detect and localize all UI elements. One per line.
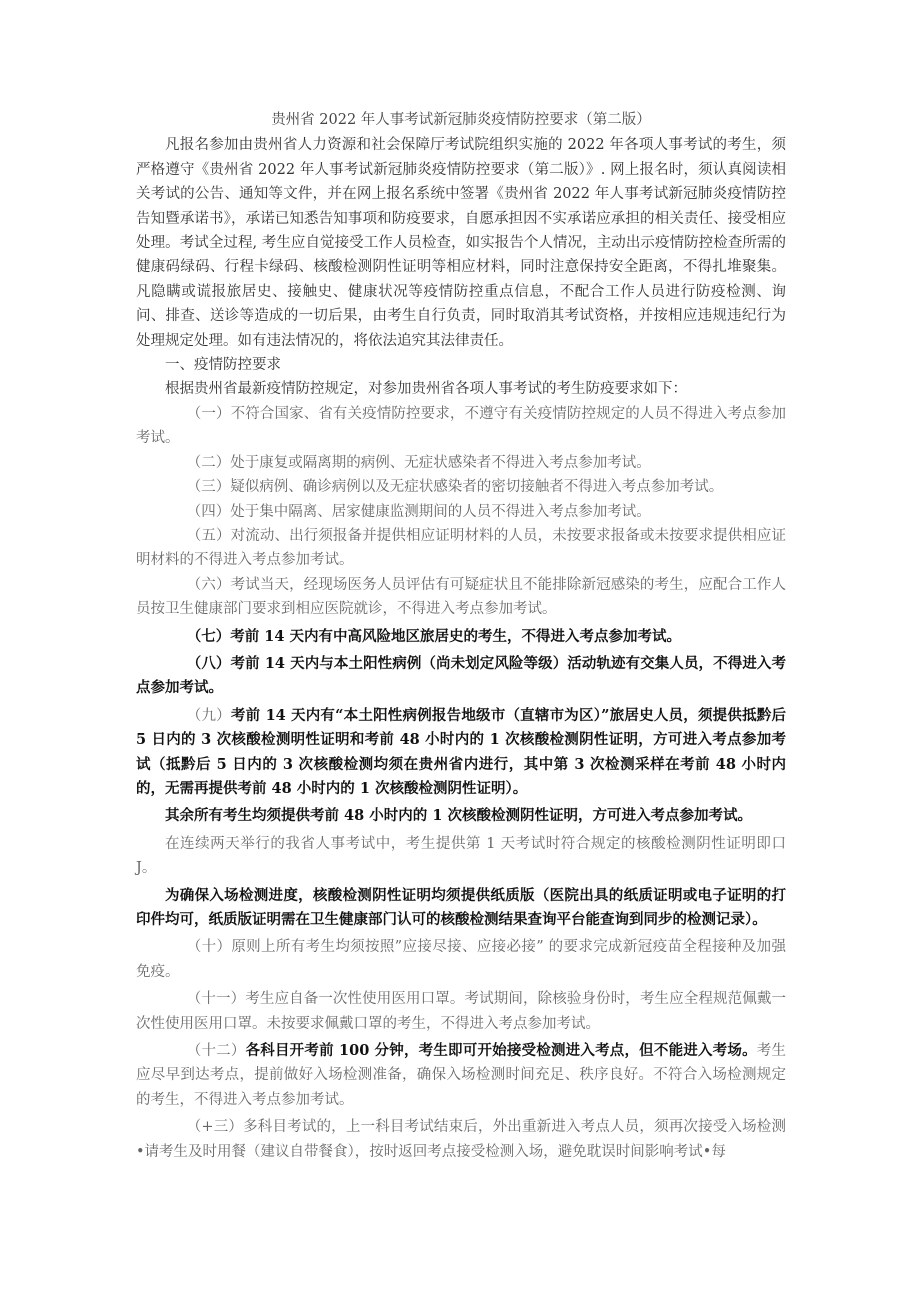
document-page: [136, 108, 786, 1164]
intro-paragraph: 凡报名参加由贵州省人力资源和社会保障厅考试院组织实施的 2022 年各项人事考试的考生，须严格遵守《贵州省 2022 年人事考试新冠肺炎疫情防控要求（第二版）》. 网上报名时，须认真阅读相关考试的公告、通知等文件，并在网上报名系统中签署《贵州省 2022 年人事考试新冠肺炎疫情防控告知暨承诺书》，承诺已知悉告知事项和防疫要求，自愿承担因不实承诺应承担的相关责任、接受相应处理。考试全过程, 考生应自觉接受工作人员检查，如实报告个人情况，主动出示疫情防控检查所需的健康码绿码、行程卡绿码、核酸检测阴性证明等相应材料，同时注意保持安全距离，不得扎堆聚集。凡隐瞒或谎报旅居史、接触史、健康状况等疫情防控重点信息，不配合工作人员进行防疫检测、询问、排查、送诊等造成的一切后果，由考生自行负责，同时取消其考试资格，并按相应违规违纪行为处理规定处理。如有违法情况的，将依法追究其法律责任。: [136, 137, 786, 349]
requirement-item-8: （八）考前 14 天内与本土阳性病例（尚未划定风险等级）活动轨迹有交集人员，不得进入考点参加考试。: [136, 654, 786, 697]
section-lead: 根据贵州省最新疫情防控规定，对参加贵州省各项人事考试的考生防疫要求如下：: [165, 381, 687, 398]
other-candidates-note: 其余所有考生均须提供考前 48 小时内的 1 次核酸检测阴性证明，方可进入考点参加考试。: [165, 807, 752, 825]
item-12-bold: 各科目开考前 100 分钟，考生即可开始接受检测进入考点，但不能进入考场。: [245, 1042, 757, 1060]
section-heading: 一、疫情防控要求: [165, 357, 281, 374]
paper-certificate-note: 为确保入场检测进度，核酸检测阴性证明均须提供纸质版（医院出具的纸质证明或电子证明的打印件均可，纸质版证明需在卫生健康部门认可的核酸检测结果查询平台能查询到同步的检测记录）。: [136, 886, 786, 928]
requirement-item-11: （十一）考生应自备一次性使用医用口罩。考试期间，除核验身份时，考生应全程规范佩戴一次性使用医用口罩。未按要求佩戴口罩的考生，不得进入考点参加考试。: [136, 991, 786, 1032]
requirement-item-1: （一）不符合国家、省有关疫情防控要求，不遵守有关疫情防控规定的人员不得进入考点参加考试。: [136, 405, 786, 447]
requirement-item-3: （三）疑似病例、确诊病例以及无症状感染者的密切接触者不得进入考点参加考试。: [186, 479, 724, 496]
item-12-rest: 考生应尽早到达考点，提前做好入场检测准备，确保入场检测时间充足、秩序良好。不符合入场检测规定的考生，不得进入考点参加考试。: [136, 1043, 786, 1108]
consecutive-days-note: 在连续两天举行的我省人事考试中，考生提供第 1 天考试时符合规定的核酸检测阴性证明即口 J。: [136, 835, 786, 877]
requirement-item-4: （四）处于集中隔离、居家健康监测期间的人员不得进入考点参加考试。: [186, 503, 651, 520]
document-title: 贵州省 2022 年人事考试新冠肺炎疫情防控要求（第二版）: [271, 112, 651, 128]
requirement-item-12: [136, 1039, 786, 1112]
requirement-item-2: （二）处于康复或隔离期的病例、无症状感染者不得进入考点参加考试。: [186, 454, 651, 471]
requirement-item-9: [136, 704, 786, 802]
requirement-item-13: （+三）多科目考试的，上一科目考试结束后，外出重新进入考点人员，须再次接受入场检测•请考生及时用餐（建议自带餐食），按时返回考点接受检测入场，避免耽误时间影响考试•每: [136, 1119, 786, 1160]
requirement-item-5: （五）对流动、出行须报备并提供相应证明材料的人员，未按要求报备或未按要求提供相应证明材料的不得进入考点参加考试。: [136, 527, 786, 569]
item-9-number: （九）: [186, 707, 231, 724]
item-12-number: （十二）: [186, 1043, 246, 1060]
requirement-item-7: （七）考前 14 天内有中高风险地区旅居史的考生，不得进入考点参加考试。: [186, 627, 682, 645]
item-9-body: 考前 14 天内有“本土阳性病例报告地级市（直辖市为区）”旅居史人员，须提供抵黔后 5 日内的 3 次核酸检测明性证明和考前 48 小时内的 1 次核酸检测阴性证明，方可进入考点参加考试（抵黔后 5 日内的 3 次核酸检测均须在贵州省内进行，其中第 3 次检测采样在考前 48 小时内的，无需再提供考前 48 小时内的 1 次核酸检测阴性证明）。: [136, 706, 787, 797]
requirement-item-10: （十）原则上所有考生均须按照”应接尽接、应接必接” 的要求完成新冠疫苗全程接种及加强免疫。: [136, 939, 786, 980]
requirement-item-6: （六）考试当天，经现场医务人员评估有可疑症状且不能排除新冠感染的考生，应配合工作人员按卫生健康部门要求到相应医院就诊，不得进入考点参加考试。: [136, 576, 786, 618]
